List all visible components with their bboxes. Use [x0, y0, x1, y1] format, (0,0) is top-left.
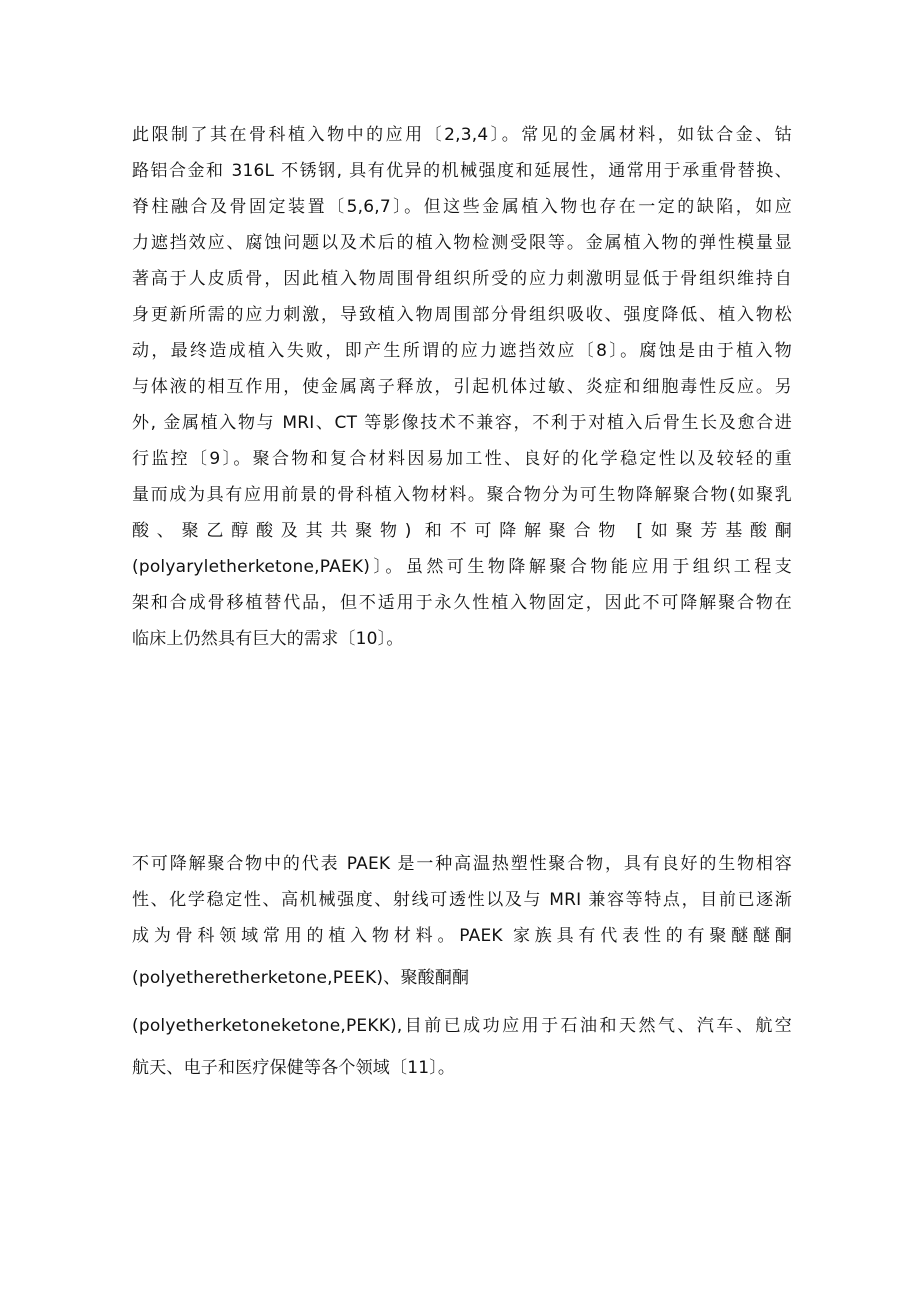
- text-line: 性、化学稳定性、高机械强度、射线可透性以及与 MRI 兼容等特点，目前已逐渐: [132, 890, 792, 910]
- text-line: 量而成为具有应用前景的骨科植入物材料。聚合物分为可生物降解聚合物(如聚乳: [132, 485, 792, 505]
- text-line: 路铝合金和 316L 不锈钢, 具有优异的机械强度和延展性，通常用于承重骨替换、: [132, 161, 792, 181]
- text-line: 动，最终造成植入失败，即产生所谓的应力遮挡效应〔8〕。腐蚀是由于植入物: [132, 341, 792, 361]
- text-line: (polyetherketoneketone,PEKK),目前已成功应用于石油和天然气、汽车、航空: [132, 1016, 792, 1036]
- text-line: 临床上仍然具有巨大的需求〔10〕。: [132, 629, 404, 649]
- paragraph-metal-implants: [132, 117, 792, 657]
- text-line: 外, 金属植入物与 MRI、CT 等影像技术不兼容，不利于对植入后骨生长及愈合进: [132, 413, 792, 433]
- text-line: 与体液的相互作用，使金属离子释放，引起机体过敏、炎症和细胞毒性反应。另: [132, 377, 792, 397]
- text-line: 力遮挡效应、腐蚀问题以及术后的植入物检测受限等。金属植入物的弹性模量显: [132, 233, 792, 253]
- text-line: 酸、聚乙醇酸及其共聚物) 和不可降解聚合物 [如聚芳基酸酮: [132, 521, 792, 541]
- text-line: 航天、电子和医疗保健等各个领域〔11〕。: [132, 1058, 456, 1078]
- text-line: 成为骨科领域常用的植入物材料。PAEK 家族具有代表性的有聚醚醚酮: [132, 926, 792, 946]
- text-line: 脊柱融合及骨固定装置〔5,6,7〕。但这些金属植入物也存在一定的缺陷，如应: [132, 197, 792, 217]
- paragraph-paek-overview: [132, 846, 792, 1086]
- text-line: 著高于人皮质骨，因此植入物周围骨组织所受的应力刺激明显低于骨组织维持自: [132, 269, 792, 289]
- text-line: (polyaryletherketone,PAEK)〕。虽然可生物降解聚合物能应用于组织工程支: [132, 557, 792, 577]
- text-line: 架和合成骨移植替代品，但不适用于永久性植入物固定，因此不可降解聚合物在: [132, 593, 792, 613]
- text-line: 行监控〔9〕。聚合物和复合材料因易加工性、良好的化学稳定性以及较轻的重: [132, 449, 792, 469]
- text-line: 不可降解聚合物中的代表 PAEK 是一种高温热塑性聚合物，具有良好的生物相容: [132, 854, 792, 874]
- text-line: 此限制了其在骨科植入物中的应用〔2,3,4〕。常见的金属材料，如钛合金、钴: [132, 125, 792, 145]
- text-line: 身更新所需的应力刺激，导致植入物周围部分骨组织吸收、强度降低、植入物松: [132, 305, 792, 325]
- text-line: (polyetheretherketone,PEEK)、聚酸酮酮: [132, 968, 470, 988]
